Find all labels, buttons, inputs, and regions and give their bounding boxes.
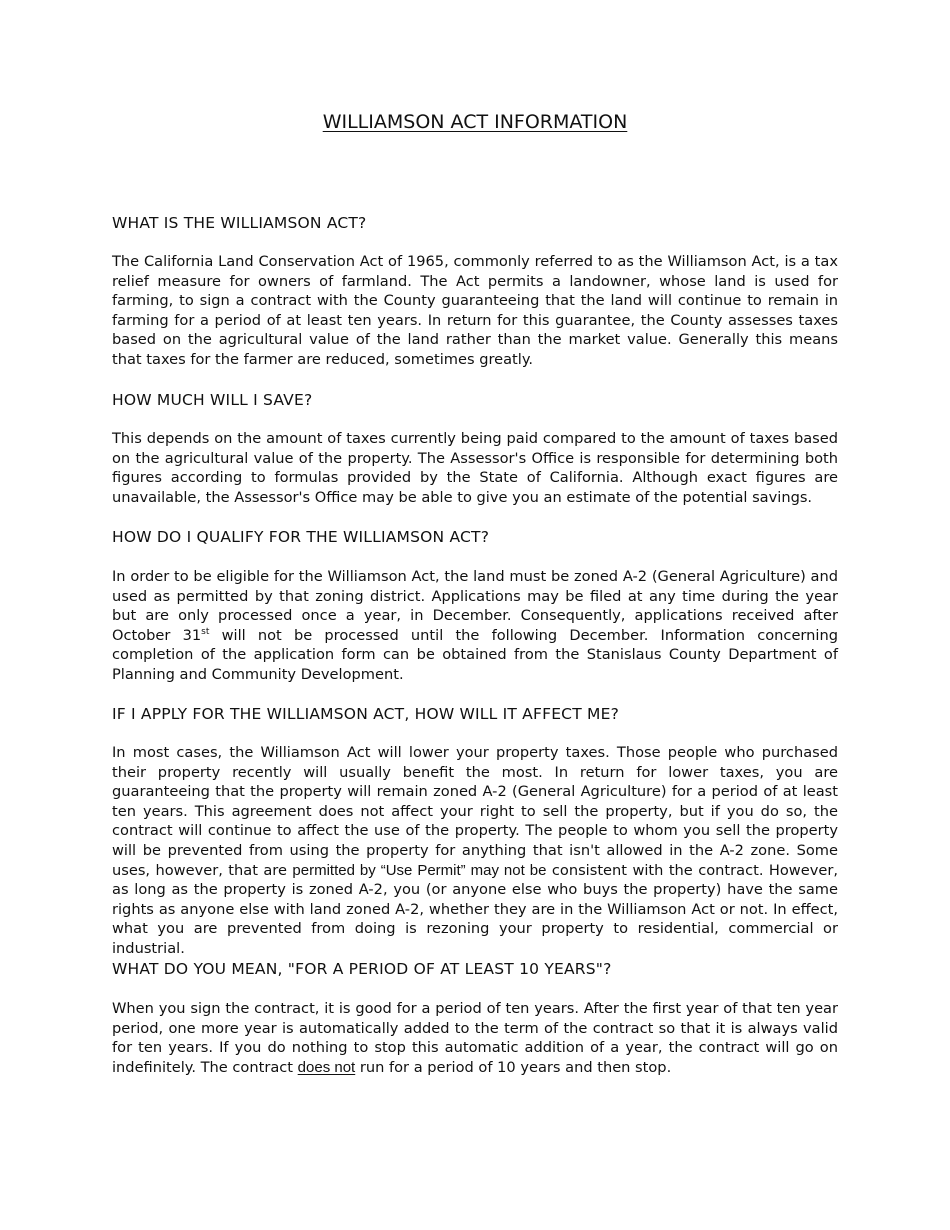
section-text-period: When you sign the contract, it is good for a period of ten years. After the first year of that ten year period, one more year is automatically added to the term of the contract so that it is always valid for ten years. If you do nothing to stop this automatic addition of a year, the contract will go on indefinitely. The contract does not run for a period of 10 years and then stop. [112,1000,838,1076]
document-title: WILLIAMSON ACT INFORMATION [322,111,628,133]
section-heading-how-much: HOW MUCH WILL I SAVE? [112,391,313,409]
section-text-qualify: In order to be eligible for the Williamson Act, the land must be zoned A-2 (General Agriculture) and used as permitted by that zoning district. Applications may be filed at any time during the year but are only processed once a year, in December. Consequently, applications received after October 31st will not be processed until the following December. Information concerning completion of the application form can be obtained from the Stanislaus County Department of Planning and Community Development. [112,568,838,683]
section-text-what-is: The California Land Conservation Act of 1965, commonly referred to as the Williamson Act, is a tax relief measure for owners of farmland. The Act permits a landowner, whose land is used for farming, to sign a contract with the County guaranteeing that the land will continue to remain in farming for a period of at least ten years. In return for this guarantee, the County assesses taxes based on the agricultural value of the land rather than the market value. Generally this means that taxes for the farmer are reduced, sometimes greatly. [112,253,838,368]
section-text-how-much: This depends on the amount of taxes currently being paid compared to the amount of taxes based on the agricultural value of the property. The Assessor's Office is responsible for determining both figures according to formulas provided by the State of California. Although exact figures are unavailable, the Assessor's Office may be able to give you an estimate of the potential savings. [112,430,838,506]
section-text-affect: In most cases, the Williamson Act will lower your property taxes. Those people who purchased their property recently will usually benefit the most. In return for lower taxes, you are guaranteeing that the property will remain zoned A-2 (General Agriculture) for a period of at least ten years. This agreement does not affect your right to sell the property, but if you do so, the contract will continue to affect the use of the property. The people to whom you sell the property will be prevented from using the property for anything that isn't allowed in the A-2 zone. Some uses, however, that are permitted by “Use Permit” may not be consistent with the contract. However, as long as the property is zoned A-2, you (or anyone else who buys the property) have the same rights as anyone else with land zoned A-2, whether they are in the Williamson Act or not. In effect, what you are prevented from doing is rezoning your property to residential, commercial or industrial. [112,744,838,957]
emphasis-does-not: does not [297,1058,356,1076]
section-heading-qualify: HOW DO I QUALIFY FOR THE WILLIAMSON ACT? [112,528,490,546]
section-heading-what-is: WHAT IS THE WILLIAMSON ACT? [112,214,367,232]
section-heading-period: WHAT DO YOU MEAN, "FOR A PERIOD OF AT LEAST 10 YEARS"? [112,960,612,978]
section-heading-affect: IF I APPLY FOR THE WILLIAMSON ACT, HOW WILL IT AFFECT ME? [112,705,619,723]
